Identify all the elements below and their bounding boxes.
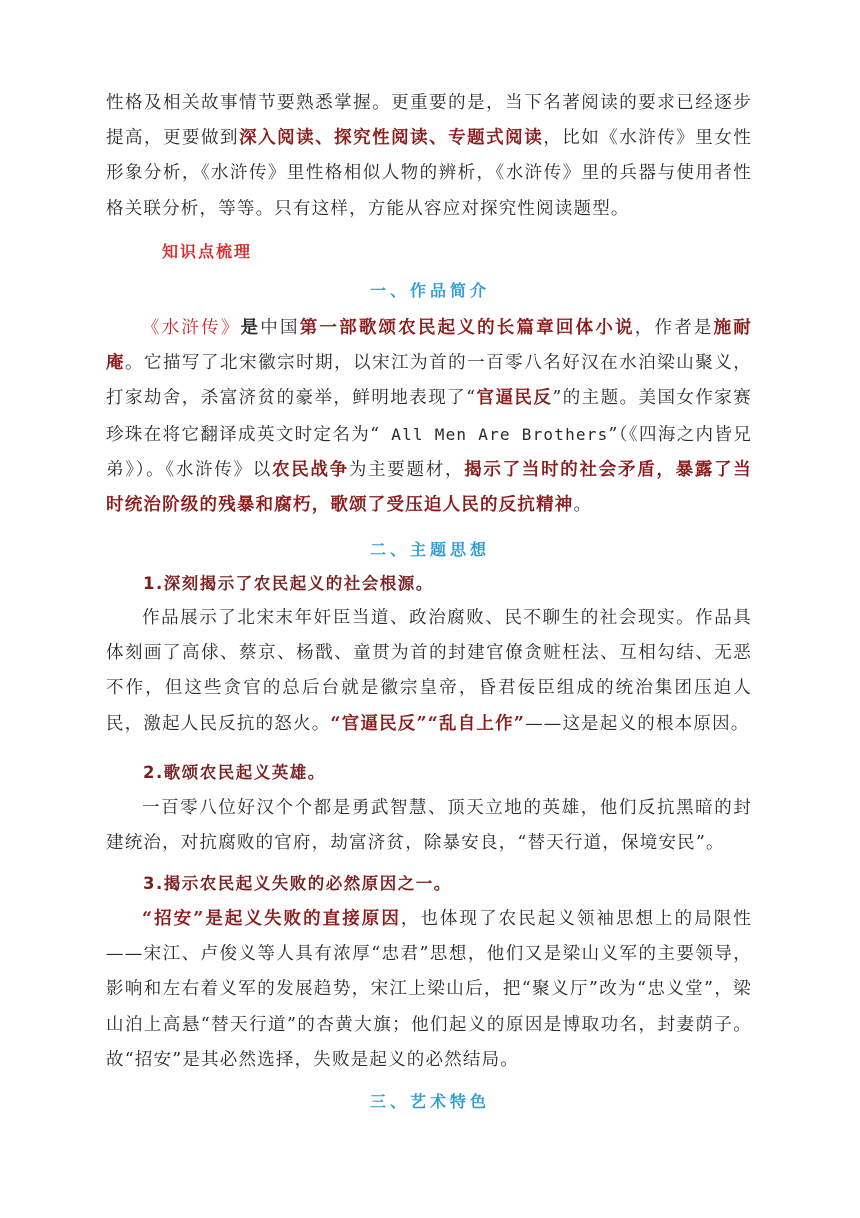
subheading-3: 3.揭示农民起义失败的必然原因之一。 [143, 874, 452, 893]
text-run: 一百零八位好汉个个都是勇武智慧、顶天立地的英雄，他们反抗黑暗的封建统治，对抗腐败的官府，劫富济贫，除暴安良，“替天行道，保境安民”。 [106, 798, 752, 854]
text-run: 为主要题材， [348, 459, 465, 480]
emphasis-text: “官逼民反”“乱自上作” [330, 713, 526, 734]
emphasis-text: 深入阅读、探究性阅读、专题式阅读 [239, 128, 544, 149]
text-run: 是 [240, 318, 261, 338]
paragraph-heroes [106, 791, 752, 861]
emphasis-text: 第一部歌颂农民起义的长篇章回体小说 [299, 318, 635, 338]
text-run: ，比如《水浒传》里女性形象分析，《水浒传》里性格相似人物的辨析，《水浒传》里的兵器与使用者性格关联分析，等等。只有这样，方能从容应对探究性阅读题型。 [106, 128, 752, 219]
paragraph-failure [106, 902, 752, 1078]
text-run: ”的主题。美国女作家赛珍珠在将它翻译成英文时定名为“ [106, 388, 752, 445]
paragraph-social-roots [106, 601, 752, 742]
subheading-2: 2.歌颂农民起义英雄。 [143, 763, 326, 782]
text-run: 作品展示了北宋末年奸臣当道、政治腐败、民不聊生的社会现实。作品具体刻画了高俅、蔡京、杨戬、童贯为首的封建官僚贪赃枉法、互相勾结、无恶不作，但这些贪官的总后台就是徽宗皇帝，昏君佞臣组成的统治集团压迫人民，激起人民反抗的怒火。 [106, 608, 752, 734]
emphasis-text: “招安”是起义失败的直接原因 [142, 909, 401, 929]
paragraph-work-intro [106, 311, 752, 523]
section-title-1: 一、作品简介 [369, 281, 490, 300]
knowledge-heading: 知识点梳理 [162, 242, 253, 261]
text-run: 。 [573, 495, 593, 516]
section-title-2: 二、主题思想 [369, 540, 490, 559]
text-run: 性格及相关故事情节要熟悉掌握。更重要的是，当下名著阅读的要求已经逐步提高，更要做到 [106, 93, 752, 149]
paragraph-intro [106, 86, 752, 227]
emphasis-text: 揭示了当时的社会矛盾，暴露了当时统治阶级的残暴和腐朽，歌颂了受压迫人民的反抗精神 [106, 459, 753, 516]
text-run: ——这是起义的根本原因。 [525, 713, 750, 734]
author-text: 施耐庵 [106, 318, 753, 374]
text-run: ”（《四海之内皆兄弟》）。《水浒传》以 [106, 424, 752, 480]
text-run: 中国 [260, 318, 300, 338]
emphasis-text: 官逼民反 [476, 388, 553, 409]
book-title-text: 《水浒传》 [142, 318, 241, 338]
english-title-text: All Men Are Brothers [380, 424, 609, 444]
text-run: ，作者是 [634, 318, 714, 338]
subheading-1: 1.深刻揭示了农民起义的社会根源。 [143, 574, 434, 593]
section-title-3: 三、艺术特色 [369, 1092, 490, 1111]
emphasis-text: 农民战争 [271, 459, 349, 480]
text-run: 。它描写了北宋徽宗时期，以宋江为首的一百零八名好汉在水泊梁山聚义，打家劫舍，杀富济贫的豪举，鲜明地表现了“ [106, 353, 752, 409]
text-run: ，也体现了农民起义领袖思想上的局限性——宋江、卢俊义等人具有浓厚“忠君”思想，他们又是梁山义军的主要领导，影响和左右着义军的发展趋势，宋江上梁山后，把“聚义厅”改为“忠义堂”，梁山泊上高悬“替天行道”的杏黄大旗；他们起义的原因是博取功名，封妻荫子。故“招安”是其必然选择，失败是起义的必然结局。 [106, 909, 752, 1070]
